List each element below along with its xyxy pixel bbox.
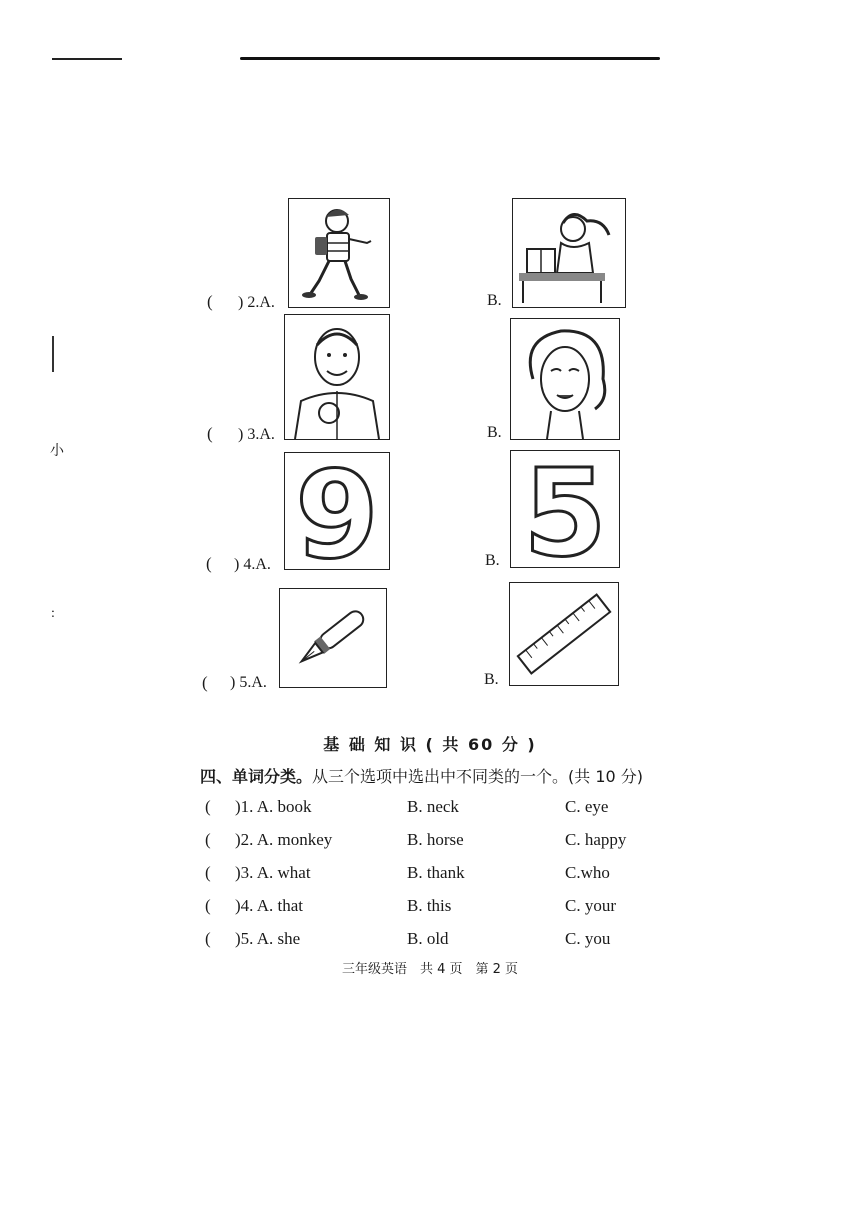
option-b: B. thank xyxy=(407,863,465,882)
margin-char: 小 xyxy=(50,443,64,459)
digit-five: 5 xyxy=(523,451,607,567)
number-nine-icon[interactable] xyxy=(284,452,390,570)
boy-running-icon[interactable] xyxy=(288,198,390,308)
question-row-1 xyxy=(205,797,685,821)
answer-paren-open: ( xyxy=(207,424,213,443)
answer-paren-open: ( xyxy=(205,896,211,915)
question-3-label: ) 3.A. xyxy=(238,426,275,443)
question-row-3 xyxy=(205,863,685,887)
option-a: )2. A. monkey xyxy=(235,830,333,849)
option-b-label: B. xyxy=(485,552,500,569)
option-b: B. neck xyxy=(407,797,459,816)
option-b-label: B. xyxy=(487,424,502,441)
option-c: C. your xyxy=(565,896,616,915)
question-2-label: ) 2.A. xyxy=(238,294,275,311)
question-row-2 xyxy=(205,830,685,854)
margin-dot: : xyxy=(51,606,55,621)
question-4-label: ) 4.A. xyxy=(234,556,271,573)
option-a: )1. A. book xyxy=(235,797,312,816)
option-b: B. old xyxy=(407,929,449,948)
margin-mark xyxy=(52,336,54,372)
answer-paren-open: ( xyxy=(205,830,211,849)
option-c: C.who xyxy=(565,863,610,882)
part-4-title: 四、单词分类。从三个选项中选出中不同类的一个。(共 10 分) xyxy=(200,767,644,786)
option-c: C. eye xyxy=(565,797,609,816)
woman-portrait-icon[interactable] xyxy=(510,318,620,440)
option-b-label: B. xyxy=(487,292,502,309)
answer-paren-open: ( xyxy=(205,797,211,816)
man-portrait-icon[interactable] xyxy=(284,314,390,440)
answer-paren-open: ( xyxy=(207,292,213,311)
option-a: )3. A. what xyxy=(235,863,311,882)
digit-nine: 9 xyxy=(295,453,379,569)
question-5-label: ) 5.A. xyxy=(230,674,267,691)
question-row-5 xyxy=(205,929,685,953)
pen-icon[interactable] xyxy=(279,588,387,688)
ruler-icon[interactable] xyxy=(509,582,619,686)
top-rule-left xyxy=(52,58,122,60)
answer-paren-open: ( xyxy=(202,673,208,692)
page-footer: 三年级英语 共 4 页 第 2 页 xyxy=(341,962,519,977)
option-b-label: B. xyxy=(484,671,499,688)
option-c: C. happy xyxy=(565,830,627,849)
option-b: B. this xyxy=(407,896,452,915)
option-a: )5. A. she xyxy=(235,929,301,948)
option-c: C. you xyxy=(565,929,611,948)
girl-reading-icon[interactable] xyxy=(512,198,626,308)
answer-paren-open: ( xyxy=(206,554,212,573)
option-b: B. horse xyxy=(407,830,464,849)
answer-paren-open: ( xyxy=(205,863,211,882)
answer-paren-open: ( xyxy=(205,929,211,948)
section-title: 基 础 知 识 ( 共 60 分 ) xyxy=(323,735,537,754)
option-a: )4. A. that xyxy=(235,896,303,915)
top-rule xyxy=(240,57,660,60)
number-five-icon[interactable] xyxy=(510,450,620,568)
question-row-4 xyxy=(205,896,685,920)
